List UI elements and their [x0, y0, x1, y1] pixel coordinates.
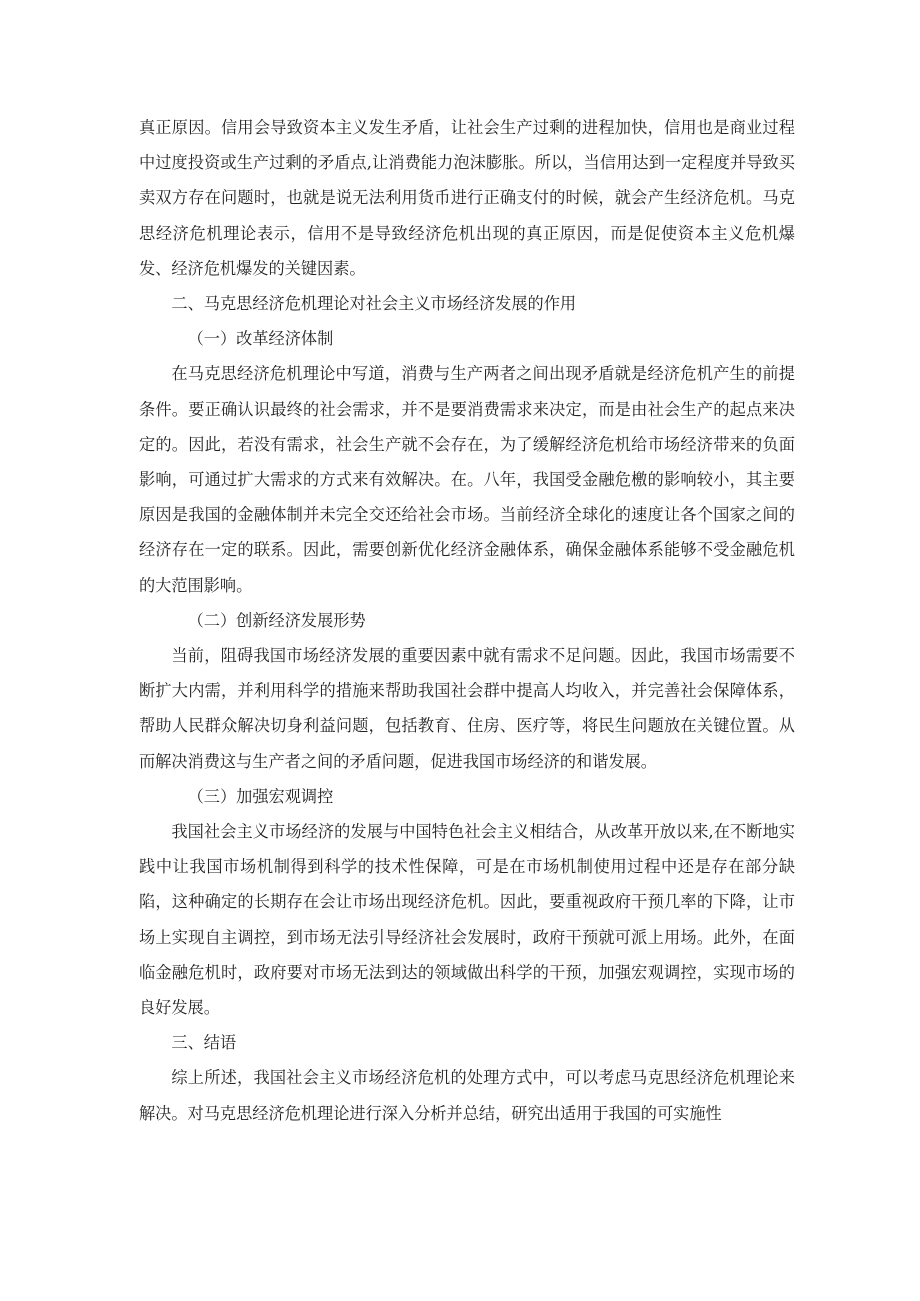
paragraph-reform: 在马克思经济危机理论中写道，消费与生产两者之间出现矛盾就是经济危机产生的前提条件。要正确认识最终的社会需求，并不是要消费需求来决定，而是由社会生产的起点来决定的。因此，若没有需求，社会生产就不会存在，为了缓解经济危机给市场经济带来的负面影响，可通过扩大需求的方式来有效解决。在。八年，我国受金融危檄的影响较小，其主要原因是我国的金融体制并未完全交还给社会市场。当前经济全球化的速度让各个国家之间的经济存在一定的联系。因此，需要创新优化经济金融体系，确保金融体系能够不受金融危机的大范围影响。 — [139, 364, 795, 595]
subsection-heading-reform: （一）改革经济体制 — [187, 329, 334, 349]
document-body — [139, 110, 795, 1131]
paragraph-innovation: 当前，阻碍我国市场经济发展的重要因素中就有需求不足问题。因此，我国市场需要不断扩大内需，并利用科学的措施来帮助我国社会群中提高人均收入，并完善社会保障体系，帮助人民群众解决切身利益问题，包括教育、住房、医疗等，将民生问题放在关键位置。从而解决消费这与生产者之间的矛盾问题，促进我国市场经济的和谐发展。 — [139, 646, 795, 771]
paragraph-conclusion: 综上所述，我国社会主义市场经济危机的处理方式中，可以考虑马克思经济危机理论来解决。对马克思经济危机理论进行深入分析并总结，研究出适用于我国的可实施性 — [139, 1068, 795, 1123]
paragraph-macro-control: 我国社会主义市场经济的发展与中国特色社会主义相结合，从改革开放以来,在不断地实践中让我国市场机制得到科学的技术性保障，可是在市场机制使用过程中还是存在部分缺陷，这种确定的长期存在会让市场出现经济危机。因此，要重视政府干预几率的下降，让市场上实现自主调控，到市场无法引导经济社会发展时，政府干预就可派上用场。此外，在面临金融危机时，政府要对市场无法到达的领域做出科学的干预，加强宏观调控，实现市场的良好发展。 — [139, 822, 795, 1018]
paragraph-credit-cause: 真正原因。信用会导致资本主义发生矛盾，让社会生产过剩的进程加快，信用也是商业过程中过度投资或生产过剩的矛盾点,让消费能力泡沫膨胀。所以，当信用达到一定程度并导致买卖双方存在问题时，也就是说无法利用货币进行正确支付的时候，就会产生经济危机。马克思经济危机理论表示，信用不是导致经济危机出现的真正原因，而是促使资本主义危机爆发、经济危机爆发的关键因素。 — [139, 118, 795, 278]
section-heading-3: 三、结语 — [171, 1033, 237, 1053]
subsection-heading-innovation: （二）创新经济发展形势 — [187, 610, 366, 630]
section-heading-2: 二、马克思经济危机理论对社会主义市场经济发展的作用 — [171, 294, 577, 314]
subsection-heading-macro-control: （三）加强宏观调控 — [187, 786, 334, 806]
